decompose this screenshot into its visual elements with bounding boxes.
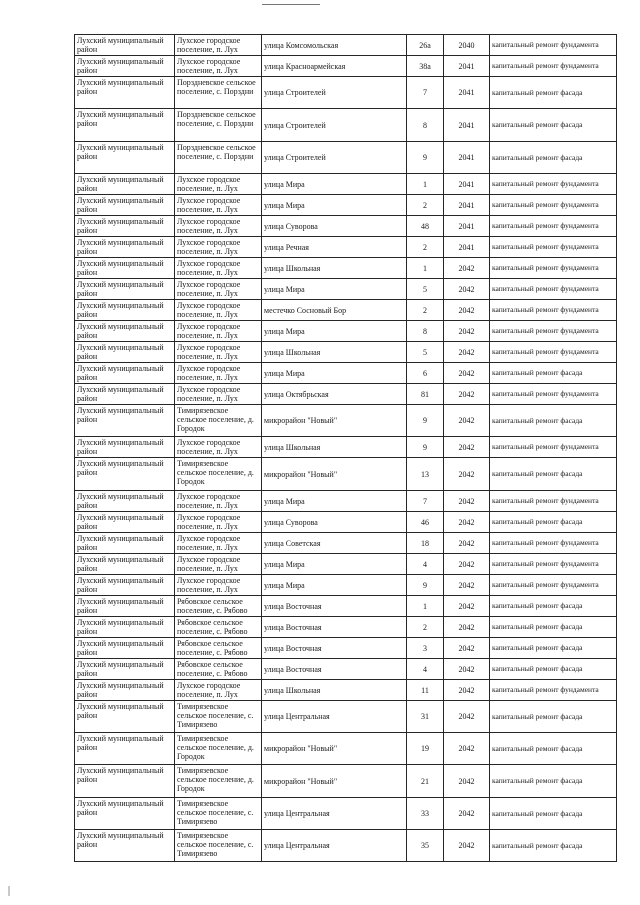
cell-house-number: 8 (407, 109, 444, 142)
cell-house-number: 26а (407, 35, 444, 56)
table-row (75, 77, 617, 109)
table-row (75, 109, 617, 142)
cell-year: 2042 (444, 533, 490, 554)
cell-district: Лухский муниципальный район (75, 554, 175, 575)
cell-house-number: 46 (407, 512, 444, 533)
cell-work-type: капитальный ремонт фундамента (490, 56, 617, 77)
cell-house-number: 81 (407, 384, 444, 405)
cell-street: улица Речная (262, 237, 407, 258)
table-row (75, 680, 617, 701)
table-row (75, 437, 617, 458)
cell-street: улица Мира (262, 363, 407, 384)
table-row (75, 575, 617, 596)
cell-street: улица Центральная (262, 830, 407, 862)
cell-house-number: 35 (407, 830, 444, 862)
cell-year: 2042 (444, 437, 490, 458)
cell-district: Лухский муниципальный район (75, 109, 175, 142)
cell-work-type: капитальный ремонт фундамента (490, 321, 617, 342)
table-row (75, 765, 617, 798)
cell-house-number: 18 (407, 533, 444, 554)
table-row (75, 596, 617, 617)
cell-year: 2042 (444, 384, 490, 405)
cell-work-type: капитальный ремонт фундамента (490, 300, 617, 321)
table-row (75, 56, 617, 77)
cell-district: Лухский муниципальный район (75, 35, 175, 56)
cell-year: 2041 (444, 109, 490, 142)
cell-work-type: капитальный ремонт фасада (490, 701, 617, 733)
cell-district: Лухский муниципальный район (75, 575, 175, 596)
cell-street: микрорайон "Новый" (262, 733, 407, 765)
cell-work-type: капитальный ремонт фасада (490, 659, 617, 680)
cell-street: улица Суворова (262, 216, 407, 237)
cell-year: 2042 (444, 575, 490, 596)
cell-work-type: капитальный ремонт фасада (490, 765, 617, 798)
cell-settlement: Тимирязевское сельское поселение, д. Городок (175, 405, 262, 437)
cell-district: Лухский муниципальный район (75, 195, 175, 216)
cell-house-number: 7 (407, 491, 444, 512)
cell-street: микрорайон "Новый" (262, 765, 407, 798)
cell-year: 2041 (444, 195, 490, 216)
cell-district: Лухский муниципальный район (75, 765, 175, 798)
cell-house-number: 21 (407, 765, 444, 798)
table-row (75, 733, 617, 765)
cell-settlement: Порздневское сельское поселение, с. Порздни (175, 142, 262, 174)
cell-house-number: 9 (407, 437, 444, 458)
cell-street: улица Октябрьская (262, 384, 407, 405)
cell-street: улица Красноармейская (262, 56, 407, 77)
table-row (75, 491, 617, 512)
cell-district: Лухский муниципальный район (75, 638, 175, 659)
cell-district: Лухский муниципальный район (75, 491, 175, 512)
cell-house-number: 2 (407, 300, 444, 321)
table-row (75, 798, 617, 830)
cell-street: улица Суворова (262, 512, 407, 533)
cell-year: 2042 (444, 798, 490, 830)
cell-work-type: капитальный ремонт фундамента (490, 258, 617, 279)
cell-year: 2042 (444, 680, 490, 701)
cell-work-type: капитальный ремонт фасада (490, 405, 617, 437)
cell-year: 2042 (444, 554, 490, 575)
cell-district: Лухский муниципальный район (75, 216, 175, 237)
cell-work-type: капитальный ремонт фасада (490, 109, 617, 142)
cell-settlement: Рябовское сельское поселение, с. Рябово (175, 617, 262, 638)
cell-house-number: 3 (407, 638, 444, 659)
cell-settlement: Лухское городское поселение, п. Лух (175, 321, 262, 342)
cell-settlement: Лухское городское поселение, п. Лух (175, 363, 262, 384)
table-row (75, 174, 617, 195)
cell-settlement: Лухское городское поселение, п. Лух (175, 279, 262, 300)
cell-settlement: Лухское городское поселение, п. Лух (175, 554, 262, 575)
table-row (75, 258, 617, 279)
cell-year: 2042 (444, 342, 490, 363)
table-row (75, 384, 617, 405)
cell-street: улица Центральная (262, 701, 407, 733)
cell-settlement: Рябовское сельское поселение, с. Рябово (175, 659, 262, 680)
cell-work-type: капитальный ремонт фасада (490, 830, 617, 862)
table-row (75, 405, 617, 437)
cell-settlement: Тимирязевское сельское поселение, д. Городок (175, 765, 262, 798)
cell-year: 2042 (444, 765, 490, 798)
cell-house-number: 31 (407, 701, 444, 733)
cell-street: улица Мира (262, 491, 407, 512)
cell-work-type: капитальный ремонт фундамента (490, 384, 617, 405)
cell-work-type: капитальный ремонт фундамента (490, 35, 617, 56)
cell-year: 2041 (444, 237, 490, 258)
cell-year: 2041 (444, 174, 490, 195)
cell-year: 2042 (444, 258, 490, 279)
cell-street: улица Школьная (262, 437, 407, 458)
cell-settlement: Лухское городское поселение, п. Лух (175, 237, 262, 258)
cell-settlement: Тимирязевское сельское поселение, д. Городок (175, 733, 262, 765)
cell-settlement: Лухское городское поселение, п. Лух (175, 258, 262, 279)
cell-street: улица Комсомольская (262, 35, 407, 56)
cell-year: 2042 (444, 405, 490, 437)
cell-district: Лухский муниципальный район (75, 174, 175, 195)
cell-house-number: 2 (407, 237, 444, 258)
table-row (75, 659, 617, 680)
cell-work-type: капитальный ремонт фасада (490, 142, 617, 174)
cell-work-type: капитальный ремонт фундамента (490, 533, 617, 554)
cell-street: улица Центральная (262, 798, 407, 830)
cell-year: 2042 (444, 279, 490, 300)
table-row (75, 216, 617, 237)
cell-settlement: Рябовское сельское поселение, с. Рябово (175, 638, 262, 659)
cell-district: Лухский муниципальный район (75, 458, 175, 491)
table-row (75, 300, 617, 321)
cell-year: 2042 (444, 363, 490, 384)
cell-settlement: Тимирязевское сельское поселение, д. Городок (175, 458, 262, 491)
table-row (75, 363, 617, 384)
cell-settlement: Лухское городское поселение, п. Лух (175, 491, 262, 512)
cell-year: 2042 (444, 512, 490, 533)
cell-settlement: Лухское городское поселение, п. Лух (175, 437, 262, 458)
cell-district: Лухский муниципальный район (75, 342, 175, 363)
cell-work-type: капитальный ремонт фундамента (490, 554, 617, 575)
cell-house-number: 48 (407, 216, 444, 237)
cell-street: улица Строителей (262, 77, 407, 109)
top-rule (262, 4, 320, 5)
cell-house-number: 2 (407, 617, 444, 638)
cell-settlement: Тимирязевское сельское поселение, с. Тимирязево (175, 701, 262, 733)
cell-house-number: 2 (407, 195, 444, 216)
cell-work-type: капитальный ремонт фундамента (490, 491, 617, 512)
cell-work-type: капитальный ремонт фундамента (490, 174, 617, 195)
table-row (75, 321, 617, 342)
cell-district: Лухский муниципальный район (75, 405, 175, 437)
cell-house-number: 1 (407, 174, 444, 195)
cell-house-number: 9 (407, 142, 444, 174)
cell-street: улица Советская (262, 533, 407, 554)
cell-house-number: 5 (407, 279, 444, 300)
scan-artifact (8, 886, 10, 896)
cell-settlement: Тимирязевское сельское поселение, с. Тимирязево (175, 798, 262, 830)
cell-year: 2042 (444, 701, 490, 733)
cell-year: 2042 (444, 830, 490, 862)
cell-house-number: 9 (407, 405, 444, 437)
cell-street: улица Школьная (262, 680, 407, 701)
cell-district: Лухский муниципальный район (75, 533, 175, 554)
cell-work-type: капитальный ремонт фасада (490, 617, 617, 638)
cell-district: Лухский муниципальный район (75, 680, 175, 701)
table-row (75, 638, 617, 659)
cell-district: Лухский муниципальный район (75, 830, 175, 862)
cell-work-type: капитальный ремонт фасада (490, 363, 617, 384)
cell-work-type: капитальный ремонт фасада (490, 638, 617, 659)
cell-settlement: Порздневское сельское поселение, с. Порздни (175, 77, 262, 109)
cell-work-type: капитальный ремонт фасада (490, 733, 617, 765)
cell-district: Лухский муниципальный район (75, 659, 175, 680)
table-row (75, 195, 617, 216)
cell-year: 2042 (444, 733, 490, 765)
cell-street: микрорайон "Новый" (262, 405, 407, 437)
table-row (75, 701, 617, 733)
cell-year: 2042 (444, 638, 490, 659)
cell-house-number: 5 (407, 342, 444, 363)
cell-house-number: 4 (407, 554, 444, 575)
cell-street: улица Школьная (262, 342, 407, 363)
cell-work-type: капитальный ремонт фундамента (490, 279, 617, 300)
table-row (75, 35, 617, 56)
cell-district: Лухский муниципальный район (75, 321, 175, 342)
table-row (75, 617, 617, 638)
cell-district: Лухский муниципальный район (75, 363, 175, 384)
cell-district: Лухский муниципальный район (75, 596, 175, 617)
cell-settlement: Лухское городское поселение, п. Лух (175, 342, 262, 363)
cell-district: Лухский муниципальный район (75, 237, 175, 258)
cell-house-number: 33 (407, 798, 444, 830)
table-body (75, 35, 617, 862)
cell-district: Лухский муниципальный район (75, 258, 175, 279)
cell-street: улица Строителей (262, 109, 407, 142)
cell-house-number: 7 (407, 77, 444, 109)
table-row (75, 830, 617, 862)
cell-settlement: Лухское городское поселение, п. Лух (175, 680, 262, 701)
cell-work-type: капитальный ремонт фундамента (490, 342, 617, 363)
table-row (75, 142, 617, 174)
cell-year: 2041 (444, 142, 490, 174)
cell-house-number: 1 (407, 596, 444, 617)
cell-district: Лухский муниципальный район (75, 701, 175, 733)
cell-work-type: капитальный ремонт фундамента (490, 195, 617, 216)
cell-settlement: Лухское городское поселение, п. Лух (175, 533, 262, 554)
cell-work-type: капитальный ремонт фундамента (490, 437, 617, 458)
cell-settlement: Порздневское сельское поселение, с. Порздни (175, 109, 262, 142)
cell-settlement: Рябовское сельское поселение, с. Рябово (175, 596, 262, 617)
cell-house-number: 11 (407, 680, 444, 701)
cell-year: 2041 (444, 56, 490, 77)
cell-work-type: капитальный ремонт фасада (490, 596, 617, 617)
cell-work-type: капитальный ремонт фундамента (490, 237, 617, 258)
cell-district: Лухский муниципальный район (75, 798, 175, 830)
cell-street: улица Восточная (262, 596, 407, 617)
cell-year: 2042 (444, 596, 490, 617)
cell-street: улица Восточная (262, 617, 407, 638)
repair-schedule-table (74, 34, 617, 862)
cell-district: Лухский муниципальный район (75, 512, 175, 533)
cell-year: 2041 (444, 216, 490, 237)
cell-street: улица Мира (262, 195, 407, 216)
table-row (75, 533, 617, 554)
cell-year: 2042 (444, 617, 490, 638)
table-row (75, 512, 617, 533)
cell-district: Лухский муниципальный район (75, 56, 175, 77)
cell-settlement: Лухское городское поселение, п. Лух (175, 575, 262, 596)
cell-district: Лухский муниципальный район (75, 77, 175, 109)
cell-work-type: капитальный ремонт фасада (490, 512, 617, 533)
cell-settlement: Лухское городское поселение, п. Лух (175, 300, 262, 321)
table-row (75, 458, 617, 491)
table-row (75, 554, 617, 575)
cell-district: Лухский муниципальный район (75, 437, 175, 458)
cell-house-number: 13 (407, 458, 444, 491)
cell-work-type: капитальный ремонт фундамента (490, 575, 617, 596)
cell-house-number: 8 (407, 321, 444, 342)
cell-year: 2042 (444, 659, 490, 680)
cell-district: Лухский муниципальный район (75, 617, 175, 638)
cell-settlement: Лухское городское поселение, п. Лух (175, 56, 262, 77)
cell-settlement: Лухское городское поселение, п. Лух (175, 384, 262, 405)
cell-district: Лухский муниципальный район (75, 279, 175, 300)
cell-street: улица Мира (262, 321, 407, 342)
cell-year: 2042 (444, 321, 490, 342)
cell-house-number: 6 (407, 363, 444, 384)
cell-settlement: Лухское городское поселение, п. Лух (175, 512, 262, 533)
cell-street: местечко Сосновый Бор (262, 300, 407, 321)
cell-settlement: Лухское городское поселение, п. Лух (175, 195, 262, 216)
cell-street: улица Мира (262, 554, 407, 575)
cell-street: улица Школьная (262, 258, 407, 279)
cell-house-number: 38а (407, 56, 444, 77)
cell-house-number: 9 (407, 575, 444, 596)
cell-settlement: Тимирязевское сельское поселение, с. Тимирязево (175, 830, 262, 862)
cell-settlement: Лухское городское поселение, п. Лух (175, 216, 262, 237)
cell-street: улица Мира (262, 279, 407, 300)
cell-street: улица Строителей (262, 142, 407, 174)
cell-district: Лухский муниципальный район (75, 142, 175, 174)
cell-house-number: 4 (407, 659, 444, 680)
table-row (75, 237, 617, 258)
table-row (75, 279, 617, 300)
cell-street: улица Мира (262, 575, 407, 596)
cell-street: улица Восточная (262, 638, 407, 659)
cell-work-type: капитальный ремонт фундамента (490, 216, 617, 237)
cell-year: 2040 (444, 35, 490, 56)
cell-work-type: капитальный ремонт фундамента (490, 680, 617, 701)
cell-year: 2042 (444, 458, 490, 491)
cell-settlement: Лухское городское поселение, п. Лух (175, 35, 262, 56)
cell-district: Лухский муниципальный район (75, 384, 175, 405)
cell-street: микрорайон "Новый" (262, 458, 407, 491)
cell-year: 2041 (444, 77, 490, 109)
cell-year: 2042 (444, 491, 490, 512)
cell-settlement: Лухское городское поселение, п. Лух (175, 174, 262, 195)
cell-work-type: капитальный ремонт фасада (490, 458, 617, 491)
cell-street: улица Восточная (262, 659, 407, 680)
cell-district: Лухский муниципальный район (75, 733, 175, 765)
cell-district: Лухский муниципальный район (75, 300, 175, 321)
cell-year: 2042 (444, 300, 490, 321)
cell-work-type: капитальный ремонт фасада (490, 77, 617, 109)
cell-street: улица Мира (262, 174, 407, 195)
table-row (75, 342, 617, 363)
cell-house-number: 19 (407, 733, 444, 765)
cell-house-number: 1 (407, 258, 444, 279)
cell-work-type: капитальный ремонт фасада (490, 798, 617, 830)
